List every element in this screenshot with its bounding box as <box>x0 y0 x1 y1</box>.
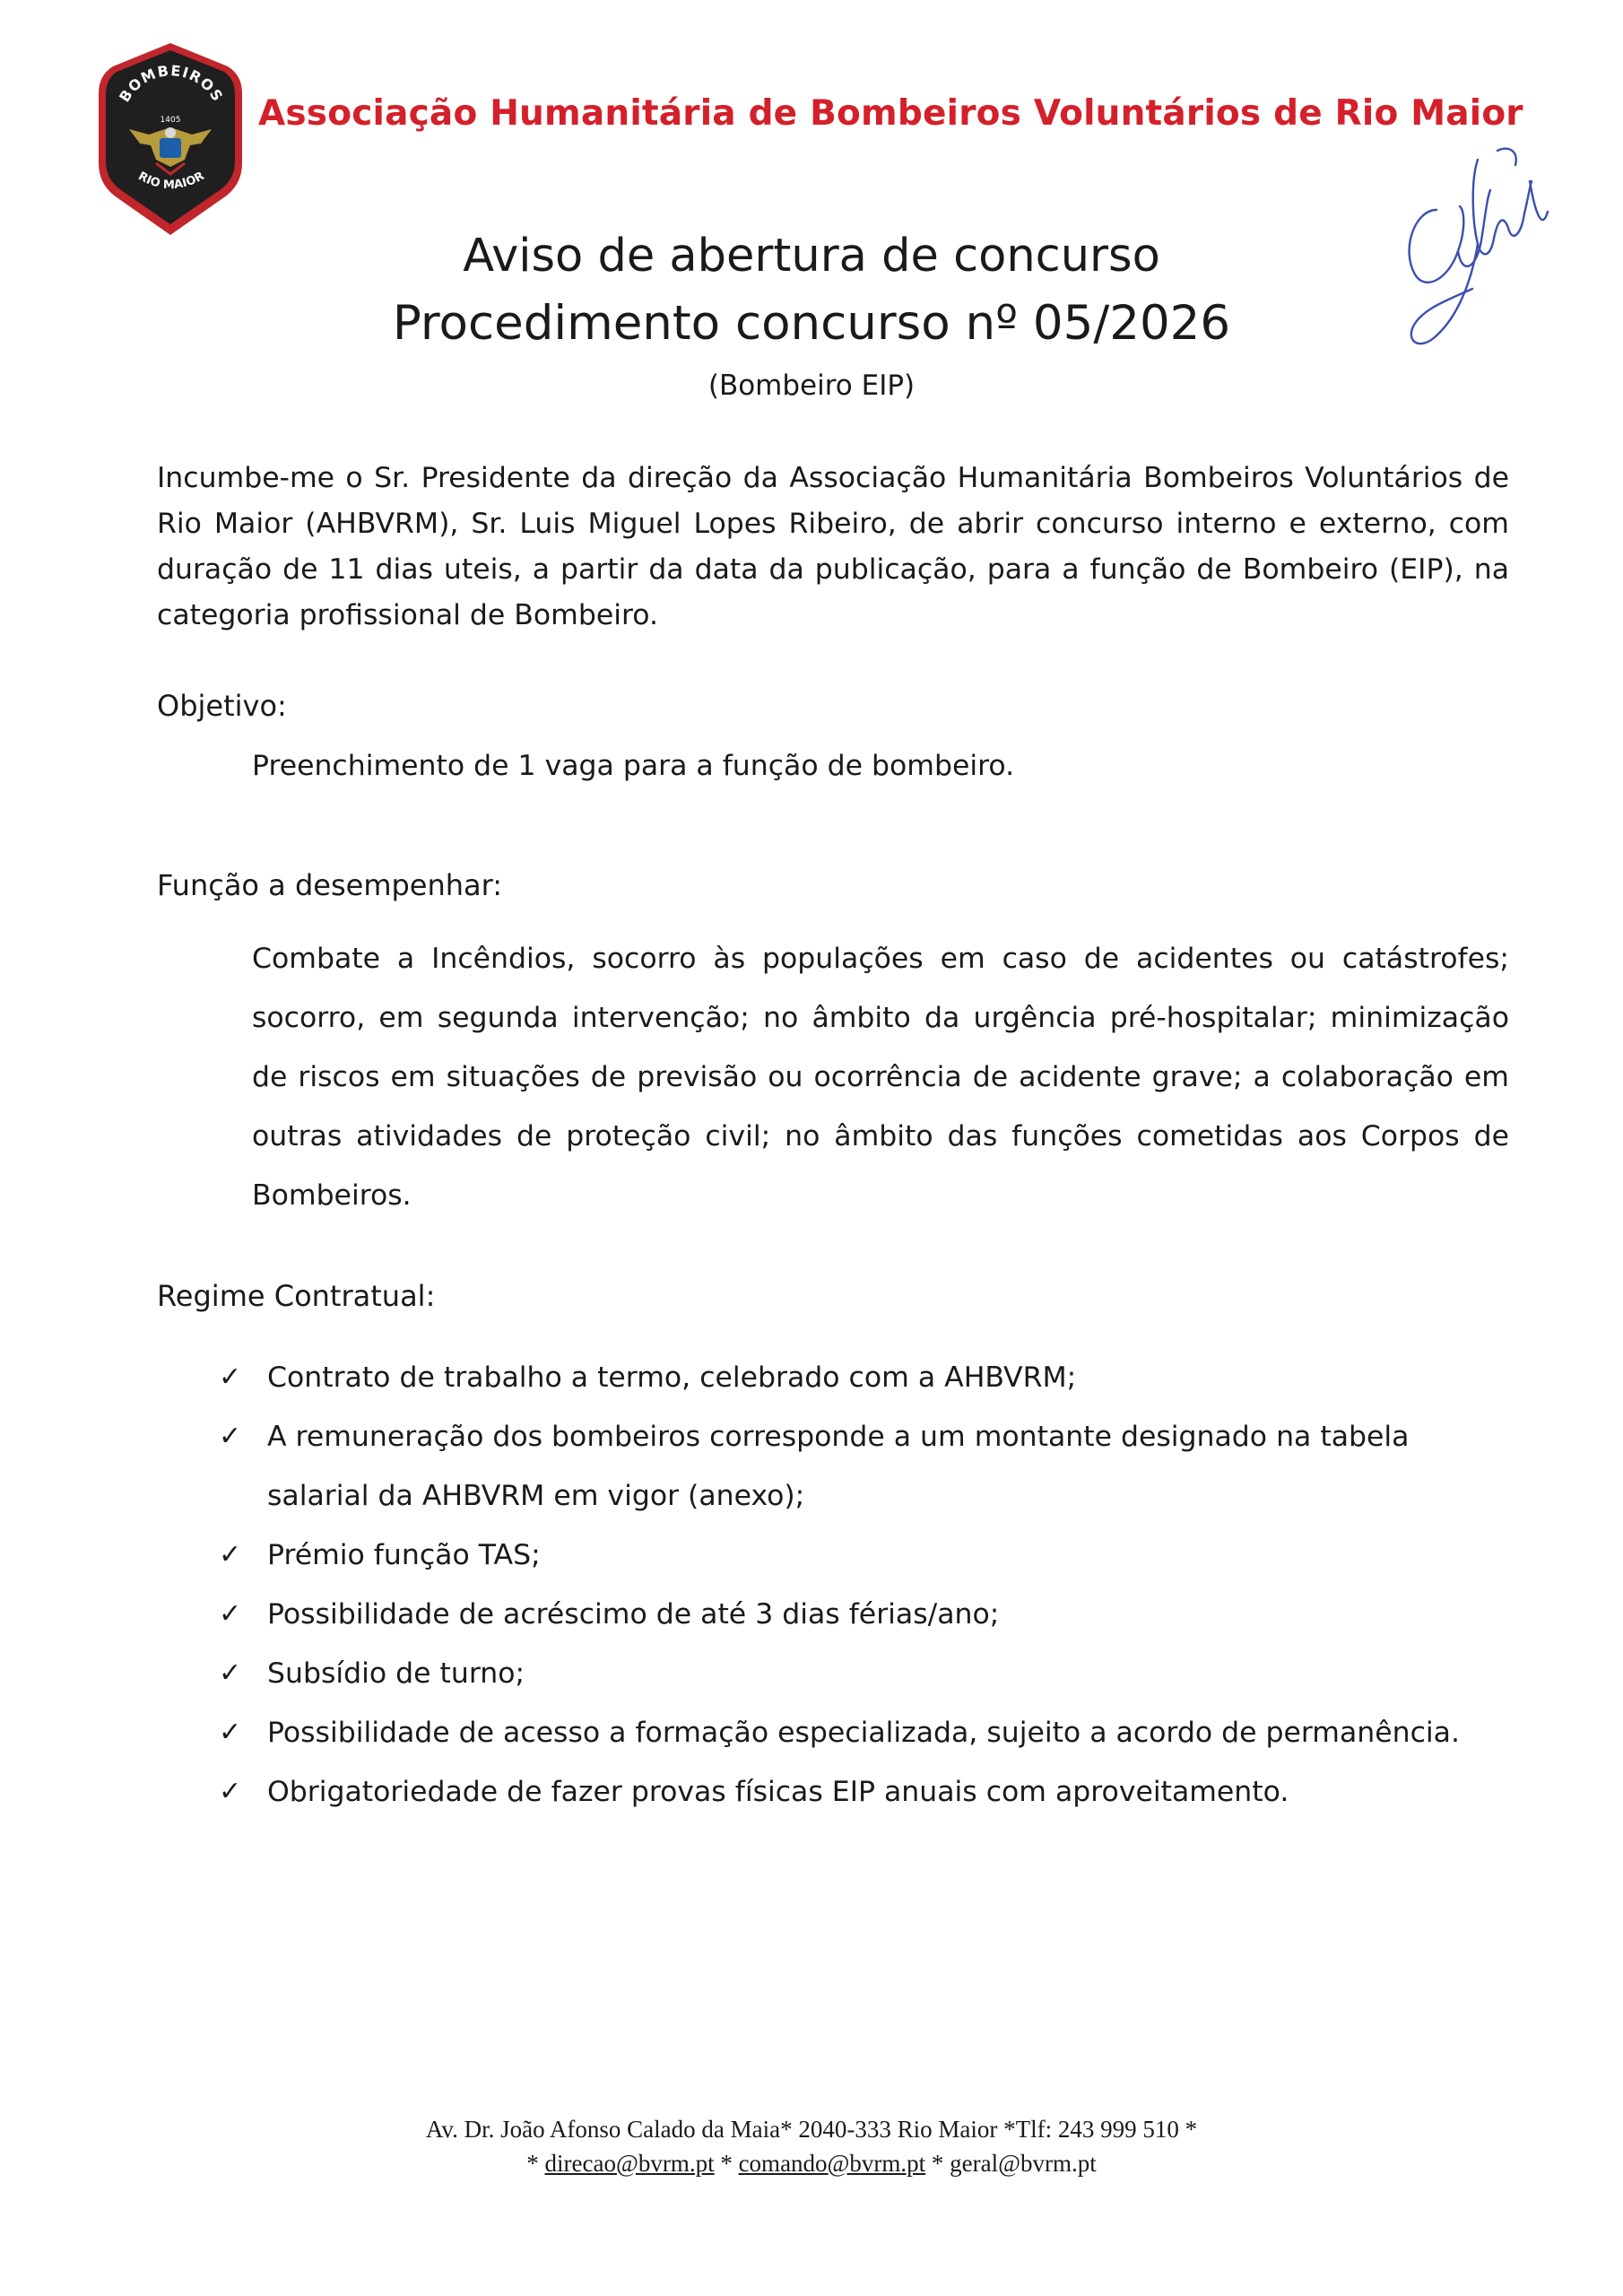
checkmark-icon: ✓ <box>219 1717 242 1748</box>
page-title: Aviso de abertura de concurso <box>463 230 1160 283</box>
footer-separator: * <box>720 2150 733 2177</box>
list-item-text: Obrigatoriedade de fazer provas físicas EIP anuais com aproveitamento. <box>267 1776 1289 1808</box>
email-direcao-link[interactable]: direcao@bvrm.pt <box>544 2150 715 2177</box>
list-item <box>219 1526 1519 1585</box>
list-item-text: A remuneração dos bombeiros corresponde a um montante designado na tabela salarial da AHBVRM em vigor (anexo); <box>267 1421 1410 1512</box>
list-item-text: Contrato de trabalho a termo, celebrado com a AHBVRM; <box>267 1361 1077 1394</box>
list-item-text: Possibilidade de acesso a formação especializada, sujeito a acordo de permanência. <box>267 1717 1460 1749</box>
regime-list <box>219 1348 1519 1822</box>
checkmark-icon: ✓ <box>219 1539 242 1570</box>
list-item-text: Subsídio de turno; <box>267 1657 525 1690</box>
checkmark-icon: ✓ <box>219 1421 242 1452</box>
footer <box>0 2112 1623 2180</box>
logo-bottom-text: RIO MAIOR <box>135 169 207 193</box>
funcao-text: Combate a Incêndios, socorro às populações em caso de acidentes ou catástrofes; socorro, em segunda intervenção; no âmbito da urgência pré-hospitalar; minimização de riscos em situações de previsão ou ocorrência de acidente grave; a colaboração em outras atividades de proteção civil; no âmbito das funções cometidas aos Corpos de Bombeiros. <box>252 943 1509 1212</box>
procedure-title: Procedimento concurso nº 05/2026 <box>392 296 1231 351</box>
logo-year: 1405 <box>160 116 181 125</box>
list-item <box>219 1585 1519 1644</box>
bombeiros-logo <box>93 39 247 239</box>
organization-name: Associação Humanitária de Bombeiros Voluntários de Rio Maior <box>258 93 1523 134</box>
email-geral: geral@bvrm.pt <box>950 2150 1097 2177</box>
list-item <box>219 1348 1519 1407</box>
logo-top-text: BOMBEIROS <box>116 62 227 106</box>
list-item <box>219 1703 1519 1762</box>
list-item <box>219 1762 1519 1822</box>
regime-heading: Regime Contratual: <box>157 1279 436 1313</box>
objetivo-heading: Objetivo: <box>157 689 287 723</box>
funcao-heading: Função a desempenhar: <box>157 868 503 902</box>
list-item-text: Possibilidade de acréscimo de até 3 dias férias/ano; <box>267 1598 1000 1631</box>
intro-paragraph: Incumbe-me o Sr. Presidente da direção da Associação Humanitária Bombeiros Voluntários de Rio Maior (AHBVRM), Sr. Luis Miguel Lopes Ribeiro, de abrir concurso interno e externo, com duração de 11 dias uteis, a partir da data da publicação, para a função de Bombeiro (EIP), na categoria profissional de Bombeiro. <box>157 462 1509 631</box>
checkmark-icon: ✓ <box>219 1598 242 1630</box>
checkmark-icon: ✓ <box>219 1776 242 1807</box>
list-item <box>219 1644 1519 1703</box>
list-item-text: Prémio função TAS; <box>267 1539 541 1571</box>
footer-prefix: * <box>526 2150 539 2177</box>
footer-contacts <box>0 2146 1623 2180</box>
footer-address: Av. Dr. João Afonso Calado da Maia* 2040-333 Rio Maior *Tlf: 243 999 510 * <box>425 2116 1198 2143</box>
checkmark-icon: ✓ <box>219 1657 242 1689</box>
email-comando-link[interactable]: comando@bvrm.pt <box>738 2150 926 2177</box>
objetivo-text: Preenchimento de 1 vaga para a função de bombeiro. <box>252 750 1015 782</box>
checkmark-icon: ✓ <box>219 1361 242 1393</box>
list-item <box>219 1407 1519 1526</box>
footer-separator: * <box>931 2150 944 2177</box>
position-subtitle: (Bombeiro EIP) <box>707 370 916 402</box>
